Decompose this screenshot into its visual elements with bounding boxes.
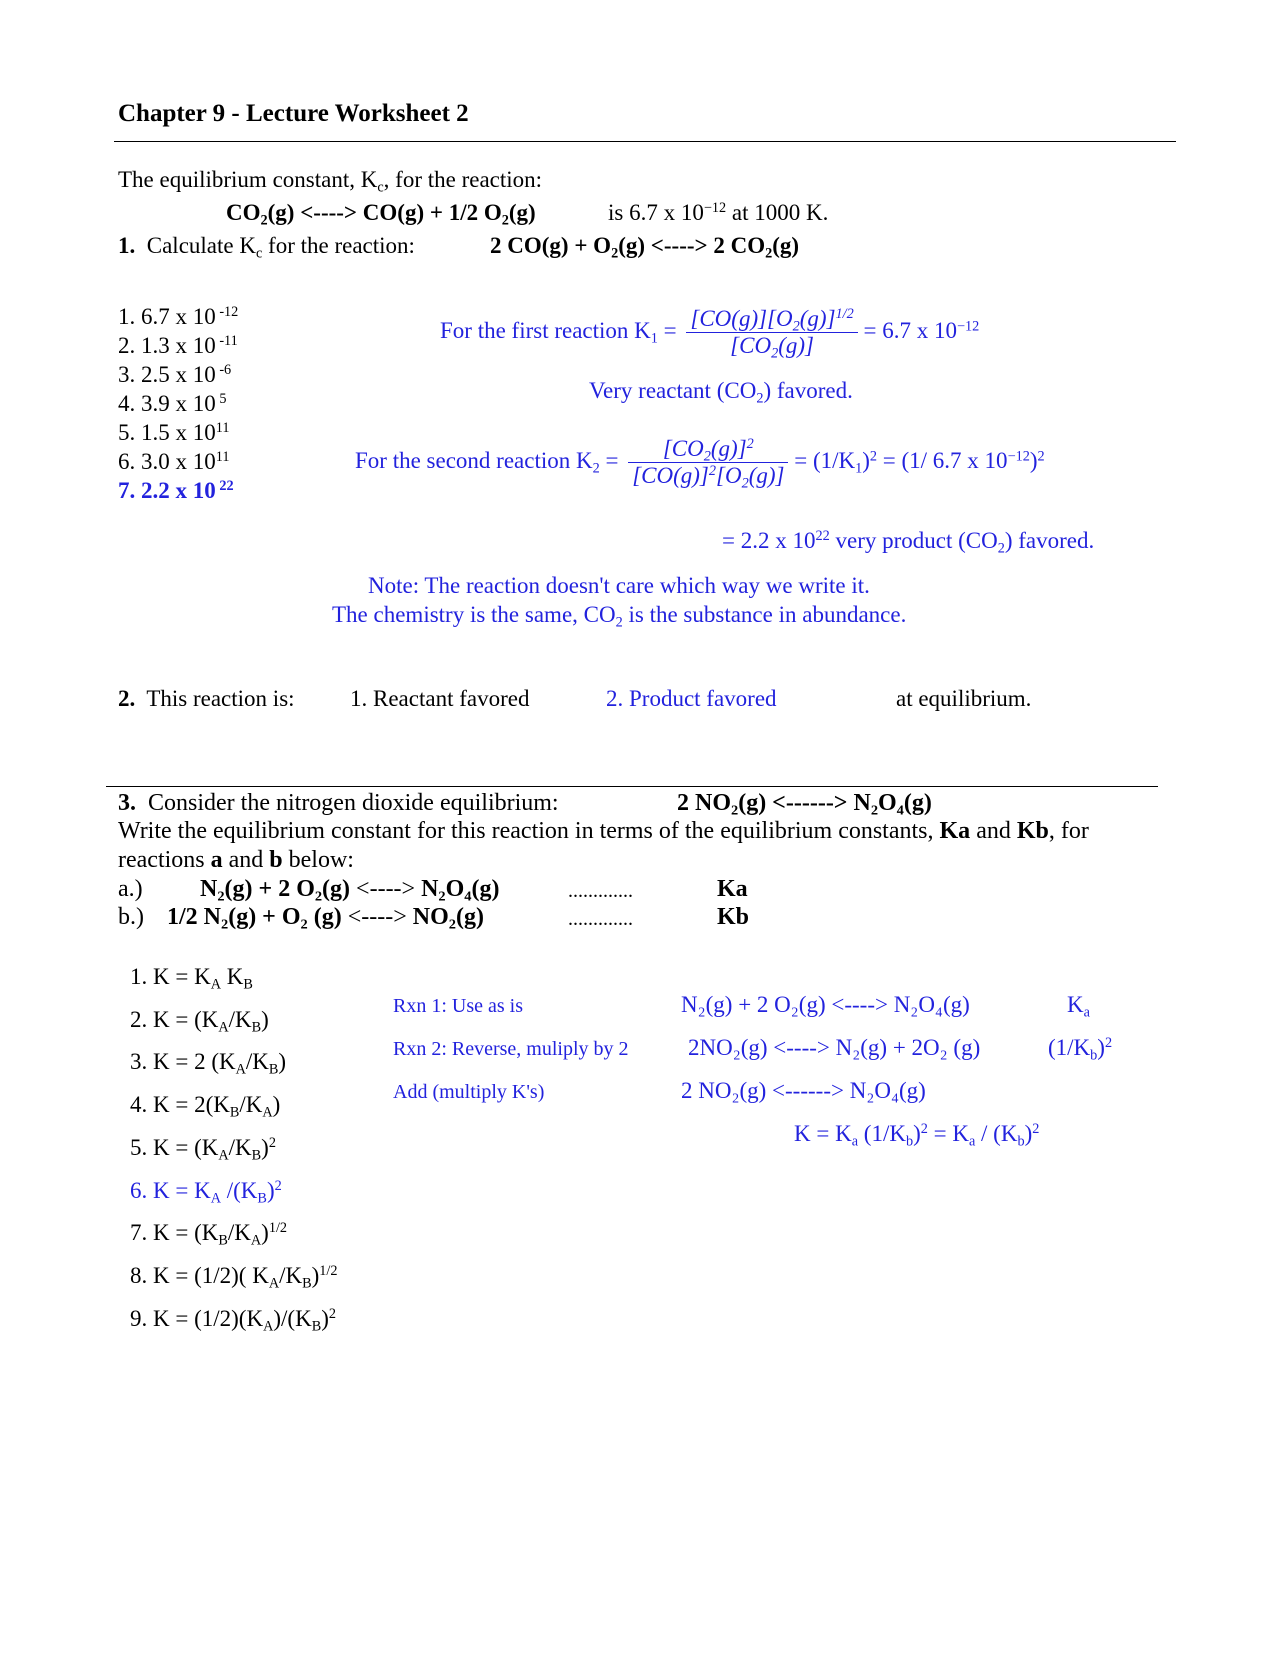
question-3-line-3: reactions a and b below: bbox=[118, 847, 354, 873]
intro-reaction: $CO_2(g)$ <----> CO(g) + 1/2 $O_2(g)$ bbox=[226, 200, 536, 229]
q1-choice-2[interactable]: 2. 1.3 x 10 $^{-11}$ bbox=[118, 333, 238, 358]
q3-choice-7[interactable]: 7. $K = (K_B/K_A)^{1/2}$ bbox=[130, 1220, 288, 1249]
work-overall-equation: 2 NO₂(g) <------> N₂O₄(g) bbox=[681, 1078, 926, 1103]
q1-choice-7-answer[interactable]: 7. 2.2 x 10 $^{22}$ bbox=[118, 478, 234, 503]
work-rxn2-equation: 2NO₂(g) <----> N₂(g) + 2O₂ (g) bbox=[688, 1035, 981, 1060]
section-divider bbox=[106, 786, 1158, 787]
q3-choice-2[interactable]: 2. $K = (K_A/K_B)$ bbox=[130, 1007, 269, 1036]
reaction-b-equation: 1/2 N₂(g) + O₂ (g) <----> NO₂(g) bbox=[167, 904, 484, 930]
title-divider bbox=[114, 141, 1176, 142]
work-add-label: Add (multiply K's) bbox=[393, 1081, 545, 1103]
q2-option-1[interactable]: 1. Reactant favored bbox=[350, 686, 530, 711]
second-reaction-result: = 2.2 x $10^{22}$ very product $(CO_2)$ favored. bbox=[722, 528, 1095, 557]
q3-choice-4[interactable]: 4. $K = 2(K_B/K_A)$ bbox=[130, 1092, 281, 1121]
first-reaction-expression: For the first reaction $K_1$ = $\frac{[CO(g)][O_2(g)]^{1/2}}{[CO_2(g)]}$ = 6.7 x $10^{-12}$ bbox=[440, 306, 980, 362]
intro-line: The equilibrium constant, $K_c$, for the reaction: bbox=[118, 167, 543, 196]
work-rxn1-constant: $K_a$ bbox=[1067, 992, 1090, 1021]
q1-choice-4[interactable]: 4. 3.9 x 10 $^5$ bbox=[118, 391, 227, 416]
q1-choice-3[interactable]: 3. 2.5 x 10 $^{-6}$ bbox=[118, 362, 232, 387]
reaction-a-label: a.) bbox=[118, 876, 143, 902]
reaction-b-constant: Kb bbox=[717, 904, 750, 930]
work-final-expression: $K = K_a$ $(1/K_b)^2 = K_a / (K_b)^2$ bbox=[794, 1121, 1040, 1150]
question-3-equation: 2 NO₂(g) <------> N₂O₄(g) bbox=[677, 790, 932, 816]
reaction-a-equation: N₂(g) + 2 O₂(g) <----> N₂O₄(g) bbox=[200, 876, 500, 902]
page-title: Chapter 9 - Lecture Worksheet 2 bbox=[118, 100, 469, 127]
q3-choice-6-answer[interactable]: 6. $K = K_A$ $/(K_B)^2$ bbox=[130, 1178, 282, 1207]
q3-choice-9[interactable]: 9. $K = (1/2)(K_A)/(K_B)^2$ bbox=[130, 1306, 336, 1335]
q2-tail: at equilibrium. bbox=[896, 686, 1032, 711]
work-rxn1-equation: N₂(g) + 2 O₂(g) <----> N₂O₄(g) bbox=[681, 992, 970, 1017]
q3-choice-5[interactable]: 5. $K = (K_A/K_B)^2$ bbox=[130, 1135, 276, 1164]
question-1-reaction: 2 $CO(g) + O_2(g)$ <----> 2 $CO_2(g)$ bbox=[490, 233, 800, 262]
note-line-2: The chemistry is the same, $CO_2$ is the substance in abundance. bbox=[332, 602, 907, 631]
reaction-b-label: b.) bbox=[118, 904, 144, 930]
first-reaction-note: Very reactant $(CO_2)$ favored. bbox=[589, 378, 853, 407]
q1-choice-1[interactable]: 1. 6.7 x 10 $^{-12}$ bbox=[118, 304, 239, 329]
q1-choice-5[interactable]: 5. 1.5 x $10^{11}$ bbox=[118, 420, 230, 445]
question-2: 2. This reaction is: bbox=[118, 686, 295, 711]
reaction-a-constant: Ka bbox=[717, 876, 748, 902]
q1-choice-6[interactable]: 6. 3.0 x $10^{11}$ bbox=[118, 449, 230, 474]
work-rxn2-label: Rxn 2: Reverse, muliply by 2 bbox=[393, 1038, 629, 1060]
q2-option-2-answer[interactable]: 2. Product favored bbox=[606, 686, 777, 711]
question-3: 3. Consider the nitrogen dioxide equilibrium: bbox=[118, 790, 559, 816]
second-reaction-expression: For the second reaction $K_2$ = $\frac{[CO_2(g)]^2}{[CO(g)]^2[O_2(g)]}$ = $(1/K_1)^2 = (1/$ 6.7 x $10^{-12})^2$ bbox=[355, 436, 1045, 492]
q3-choice-1[interactable]: 1. $K = K_A$ $K_B$ bbox=[130, 964, 253, 993]
work-rxn2-constant: $(1/K_b)^2$ bbox=[1048, 1035, 1113, 1064]
work-rxn1-label: Rxn 1: Use as is bbox=[393, 995, 523, 1017]
question-1: 1. Calculate $K_c$ for the reaction: bbox=[118, 233, 415, 262]
q3-choice-3[interactable]: 3. K = 2 $(K_A/K_B)$ bbox=[130, 1049, 287, 1078]
reaction-b-dots: ............. bbox=[568, 908, 633, 930]
note-line-1: Note: The reaction doesn't care which way we write it. bbox=[368, 573, 870, 598]
q3-choice-8[interactable]: 8. K = (1/2)( $K_A/K_B)^{1/2}$ bbox=[130, 1263, 338, 1292]
question-3-line-2: Write the equilibrium constant for this reaction in terms of the equilibrium constants, Ka and Kb, for bbox=[118, 818, 1089, 844]
intro-kc-value: is 6.7 x $10^{-12}$ at 1000 K. bbox=[608, 200, 829, 225]
reaction-a-dots: ............. bbox=[568, 880, 633, 902]
